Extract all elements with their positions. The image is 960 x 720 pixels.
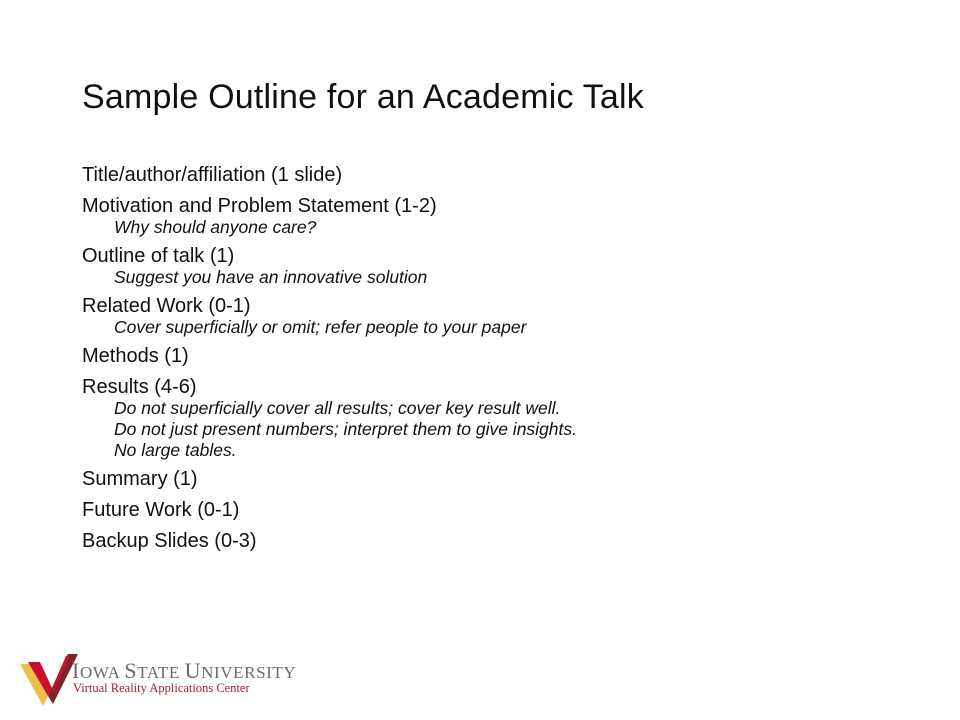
- outline-item-label: Related Work (0-1): [82, 295, 251, 317]
- outline-item: [82, 194, 902, 238]
- outline-item-label: Title/author/affiliation (1 slide): [82, 164, 343, 186]
- outline-item-label: Future Work (0-1): [82, 499, 240, 521]
- outline-note: Do not superficially cover all results; cover key result well.: [114, 398, 561, 418]
- slide-title: Sample Outline for an Academic Talk: [82, 78, 644, 116]
- outline-note: Suggest you have an innovative solution: [114, 267, 428, 287]
- outline-note: Cover superficially or omit; refer people to your paper: [114, 317, 527, 337]
- outline-item: [82, 529, 902, 554]
- outline-item: [82, 244, 902, 288]
- outline-note: Do not just present numbers; interpret them to give insights.: [114, 419, 578, 439]
- outline-item: [82, 467, 902, 492]
- outline-item: [82, 498, 902, 523]
- outline-sub-list: [114, 317, 902, 338]
- outline-note: Why should anyone care?: [114, 217, 317, 237]
- outline-item-label: Results (4-6): [82, 376, 197, 398]
- outline-list: [82, 163, 902, 560]
- logo-subtitle: Virtual Reality Applications Center: [73, 681, 250, 695]
- outline-item-label: Summary (1): [82, 468, 198, 490]
- outline-item: [82, 163, 902, 188]
- outline-item: [82, 375, 902, 461]
- outline-item-label: Backup Slides (0-3): [82, 530, 257, 552]
- outline-note: No large tables.: [114, 440, 237, 460]
- outline-sub-list: [114, 267, 902, 288]
- outline-sub-list: [114, 398, 902, 461]
- university-logo: [18, 648, 318, 708]
- outline-item-label: Methods (1): [82, 345, 189, 367]
- isu-v-chevron-logo-icon: [18, 648, 78, 708]
- outline-item-label: Outline of talk (1): [82, 245, 235, 267]
- outline-sub-list: [114, 217, 902, 238]
- logo-wordmark: IOWA STATE UNIVERSITY: [72, 658, 297, 683]
- outline-item: [82, 294, 902, 338]
- outline-item-label: Motivation and Problem Statement (1-2): [82, 195, 437, 217]
- outline-item: [82, 344, 902, 369]
